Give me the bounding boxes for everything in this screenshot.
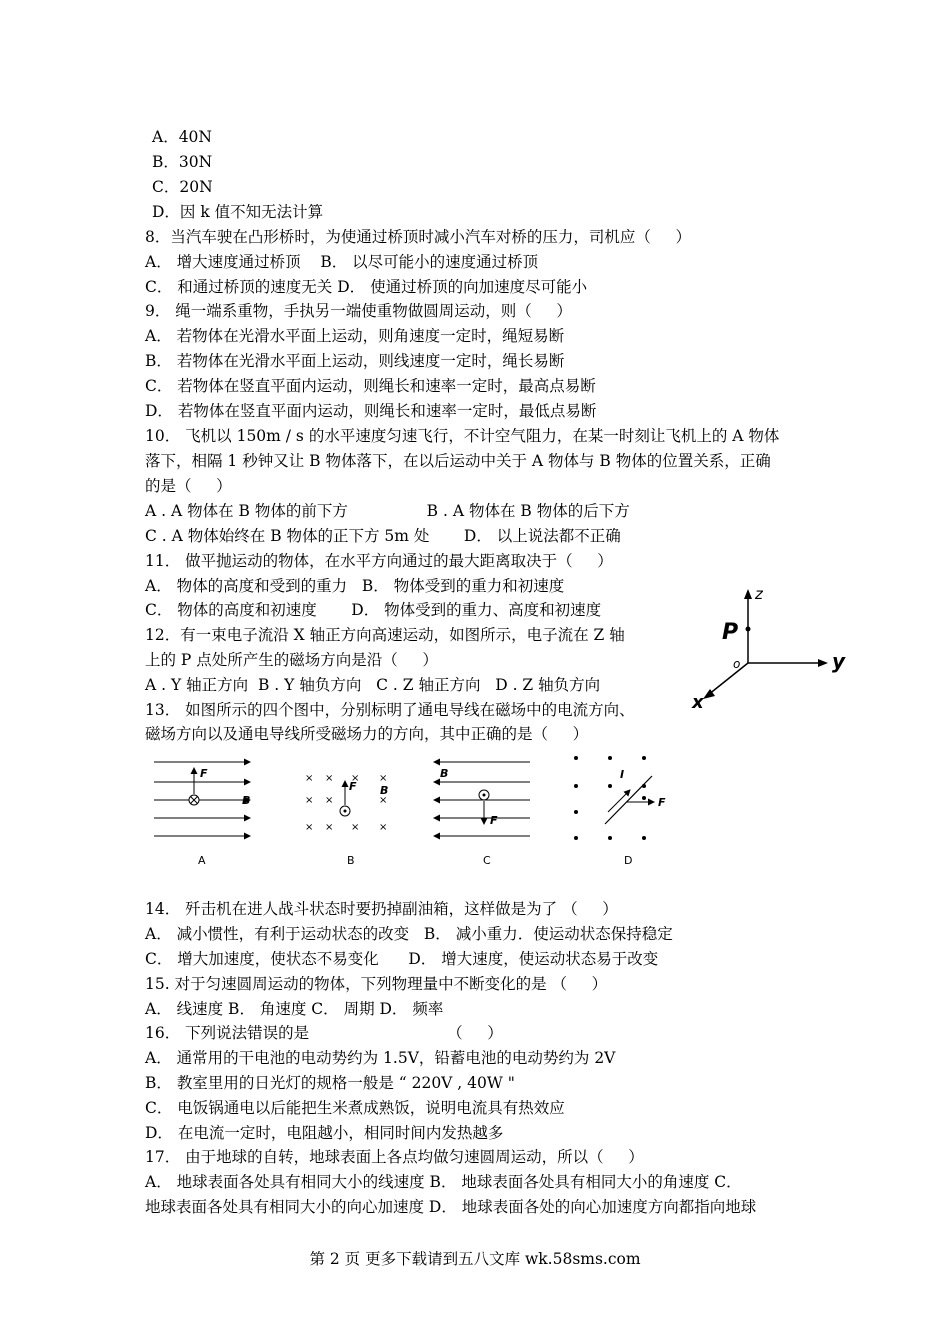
svg-text:×: × (305, 822, 314, 833)
svg-text:×: × (351, 773, 360, 784)
question-15: 15. 对于匀速圆周运动的物体，下列物理量中不断变化的是 （ ） (145, 975, 608, 993)
svg-text:×: × (325, 795, 334, 806)
question-17: 17． 由于地球的自转，地球表面上各点均做匀速圆周运动，所以（ ） (145, 1148, 644, 1166)
page-footer: 第 2 页 更多下载请到五八文库 wk.58sms.com (309, 1250, 641, 1268)
y-axis-label: y (832, 649, 846, 673)
question-10-cont: 的是（ ） (145, 477, 232, 495)
diagram-d-caption: D (624, 854, 633, 867)
svg-text:×: × (305, 795, 314, 806)
option-line: C． 和通过桥顶的速度无关 D． 使通过桥顶的向加速度尽可能小 (145, 278, 588, 296)
field-label: B (380, 784, 389, 797)
option-line: A． 地球表面各处具有相同大小的线速度 B． 地球表面各处具有相同大小的角速度 C． (145, 1173, 742, 1191)
question-16: 16． 下列说法错误的是 （ ） (145, 1024, 503, 1042)
option-line: A． 线速度 B． 角速度 C． 周期 D． 频率 (145, 1000, 444, 1018)
option-line: A．40N (152, 128, 212, 146)
option-line: D．因 k 值不知无法计算 (152, 203, 324, 221)
question-11: 11． 做平抛运动的物体，在水平方向通过的最大距离取决于（ ） (145, 552, 613, 570)
axes-figure (690, 583, 860, 713)
force-label: F (658, 796, 666, 809)
option-line: 地球表面各处具有相同大小的向心加速度 D． 地球表面各处的向心加速度方向都指向地球 (145, 1198, 757, 1216)
svg-text:×: × (379, 773, 388, 784)
diagram-b (305, 773, 388, 867)
x-axis-label: x (692, 692, 704, 713)
option-line: D． 在电流一定时，电阻越小，相同时间内发热越多 (145, 1124, 504, 1142)
option-line: B．30N (152, 153, 213, 171)
z-axis-label: z (755, 585, 763, 603)
diagram-d (574, 756, 666, 867)
option-line: B． 教室里用的日光灯的规格一般是 “ 220V , 40W " (145, 1074, 515, 1092)
option-line: C． 若物体在竖直平面内运动，则绳长和速率一定时，最高点易断 (145, 377, 596, 395)
option-line: C． 物体的高度和初速度 D． 物体受到的重力、高度和初速度 (145, 601, 602, 619)
option-line: C． 电饭锅通电以后能把生米煮成熟饭，说明电流具有热效应 (145, 1099, 565, 1117)
option-line: C． 增大加速度，使状态不易变化 D． 增大速度，使运动状态易于改变 (145, 950, 659, 968)
option-line: C．20N (152, 178, 213, 196)
question-12-cont: 上的 P 点处所产生的磁场方向是沿（ ） (145, 651, 438, 669)
svg-text:×: × (379, 822, 388, 833)
field-label: B (440, 767, 449, 780)
question-14: 14． 歼击机在进人战斗状态时要扔掉副油箱，这样做是为了 （ ） (145, 900, 618, 918)
p-point-label: P (722, 620, 739, 645)
question-10-cont: 落下，相隔 1 秒钟又让 B 物体落下，在以后运动中关于 A 物体与 B 物体的位置关系，正确 (145, 452, 771, 470)
svg-text:×: × (351, 822, 360, 833)
diagram-c (434, 762, 530, 867)
question-13-cont: 磁场方向以及通电导线所受磁场力的方向，其中正确的是（ ） (145, 725, 589, 743)
option-line: D． 若物体在竖直平面内运动，则绳长和速率一定时，最低点易断 (145, 402, 597, 420)
diagram-a-caption: A (198, 854, 206, 867)
question-13: 13． 如图所示的四个图中，分别标明了通电导线在磁场中的电流方向、 (145, 701, 635, 719)
current-label: I (620, 768, 625, 781)
origin-label: o (733, 657, 741, 671)
option-line: A . A 物体在 B 物体的前下方 B . A 物体在 B 物体的后下方 (145, 502, 630, 520)
option-line: B． 若物体在光滑水平面上运动，则线速度一定时，绳长易断 (145, 352, 565, 370)
diagram-c-caption: C (483, 854, 491, 867)
field-diagrams (150, 748, 680, 878)
force-label: F (349, 780, 357, 793)
question-8: 8．当汽车驶在凸形桥时，为使通过桥顶时减小汽车对桥的压力，司机应（ ） (145, 228, 691, 246)
svg-text:×: × (325, 773, 334, 784)
field-label: B (242, 794, 251, 807)
svg-text:×: × (325, 822, 334, 833)
option-line: A． 物体的高度和受到的重力 B． 物体受到的重力和初速度 (145, 577, 565, 595)
option-line: C . A 物体始终在 B 物体的正下方 5m 处 D． 以上说法都不正确 (145, 527, 621, 545)
diagram-b-caption: B (347, 854, 355, 867)
option-line: A． 通常用的干电池的电动势约为 1.5V，铅蓄电池的电动势约为 2V (145, 1049, 616, 1067)
svg-text:×: × (379, 795, 388, 806)
force-label: F (200, 767, 208, 780)
question-12: 12．有一束电子流沿 X 轴正方向高速运动，如图所示，电子流在 Z 轴 (145, 626, 625, 644)
option-line: A． 若物体在光滑水平面上运动，则角速度一定时，绳短易断 (145, 327, 565, 345)
diagram-a (154, 762, 250, 867)
option-line: A . Y 轴正方向 B . Y 轴负方向 C . Z 轴正方向 D . Z 轴负方向 (145, 676, 601, 694)
force-label: F (490, 814, 498, 827)
svg-text:×: × (305, 773, 314, 784)
option-line: A． 增大速度通过桥顶 B． 以尽可能小的速度通过桥顶 (145, 253, 539, 271)
question-10: 10． 飞机以 150m / s 的水平速度匀速飞行，不计空气阻力，在某一时刻让飞机上的 A 物体 (145, 427, 780, 445)
question-9: 9． 绳一端系重物，手执另一端使重物做圆周运动，则（ ） (145, 302, 572, 320)
option-line: A． 减小惯性，有利于运动状态的改变 B． 减小重力．使运动状态保持稳定 (145, 925, 673, 943)
